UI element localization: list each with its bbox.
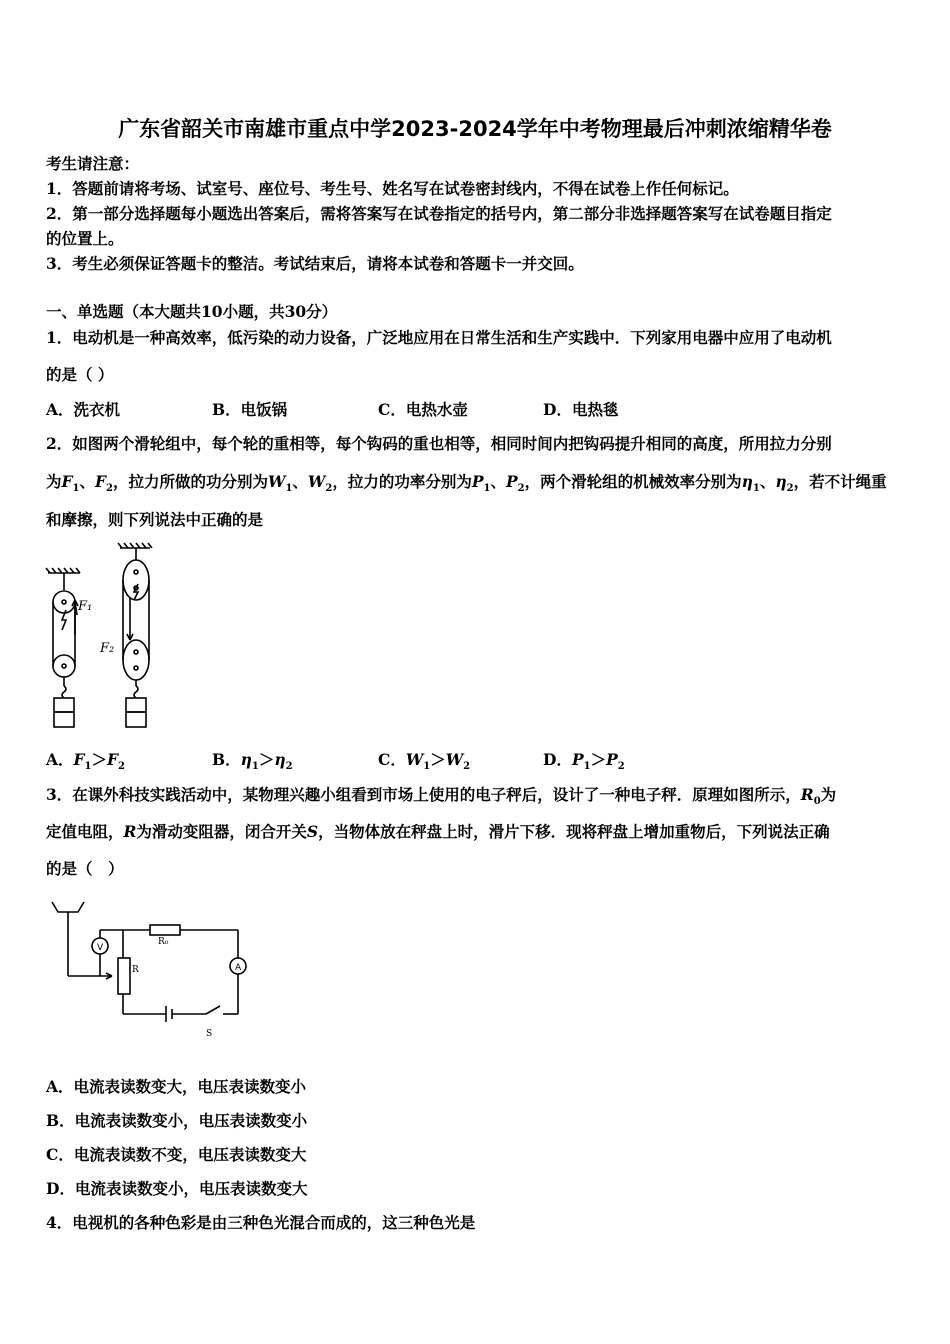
section-heading: 一、单选题（本大题共10小题，共30分） (46, 302, 338, 321)
q1-option-c: C．电热水壶 (378, 400, 468, 419)
q3-option-a: A．电流表读数变大，电压表读数变小 (46, 1077, 307, 1096)
q2-option-c: C．$W_1>W_2$ (378, 750, 471, 773)
circuit-figure (48, 892, 258, 1042)
notice-item-2-cont: 的位置上。 (46, 229, 124, 248)
q3-option-b: B．电流表读数变小，电压表读数变小 (46, 1111, 308, 1130)
q2-stem-line1: 2．如图两个滑轮组中，每个轮的重相等，每个钩码的重也相等，相同时间内把钩码提升相同的高度，所用拉力分别 (46, 434, 832, 453)
notice-heading: 考生请注意： (46, 154, 140, 173)
q1-option-b: B．电饭锅 (212, 400, 288, 419)
notice-item-3: 3．考生必须保证答题卡的整洁。考试结束后，请将本试卷和答题卡一并交回。 (46, 254, 584, 273)
q3-stem-line2: 定值电阻，R为滑动变阻器，闭合开关S，当物体放在秤盘上时，滑片下移．现将秤盘上增加重物后，下列说法正确 (46, 822, 830, 841)
q2-option-b: B．$\eta_1>\eta_2$ (212, 750, 293, 773)
q3-stem-line1: 3．在课外科技实践活动中，某物理兴趣小组看到市场上使用的电子秤后，设计了一种电子秤．原理如图所示，$R_0$为 (46, 785, 837, 808)
r-label: R (132, 965, 139, 975)
notice-item-1: 1．答题前请将考场、试室号、座位号、考生号、姓名写在试卷密封线内，不得在试卷上作任何标记。 (46, 179, 739, 198)
voltmeter-label: V (97, 943, 104, 953)
r0-label: R₀ (158, 937, 169, 947)
pulley-figure (40, 540, 170, 735)
q1-stem-line2: 的是（ ） (46, 365, 114, 384)
q2-option-d: D．$P_1>P_2$ (543, 750, 625, 773)
page-title: 广东省韶关市南雄市重点中学2023-2024学年中考物理最后冲刺浓缩精华卷 (118, 117, 832, 141)
s-label: S (206, 1029, 213, 1039)
ammeter-label: A (235, 963, 242, 973)
q1-option-d: D．电热毯 (543, 400, 619, 419)
q2-option-a: A．$F_1>F_2$ (46, 750, 126, 773)
label-f1: F₁ (78, 599, 93, 614)
q3-option-d: D．电流表读数变小，电压表读数变大 (46, 1179, 308, 1198)
notice-item-2: 2．第一部分选择题每小题选出答案后，需将答案写在试卷指定的括号内，第二部分非选择题答案写在试卷题目指定 (46, 204, 832, 223)
q4-stem-line1: 4．电视机的各种色彩是由三种色光混合而成的，这三种色光是 (46, 1213, 476, 1232)
q1-option-a: A．洗衣机 (46, 400, 121, 419)
q1-stem-line1: 1．电动机是一种高效率，低污染的动力设备，广泛地应用在日常生活和生产实践中．下列家用电器中应用了电动机 (46, 328, 832, 347)
q3-option-c: C．电流表读数不变，电压表读数变大 (46, 1145, 307, 1164)
label-f2: F₂ (100, 641, 115, 656)
q2-stem-line2: 为$F_1$、$F_2$，拉力所做的功分别为$W_1$、$W_2$，拉力的功率分别为$P_1$、$P_2$，两个滑轮组的机械效率分别为$\eta_1$、$\eta_2$，若不计绳重 (46, 472, 887, 495)
q3-stem-line3: 的是（ ） (46, 859, 124, 878)
q2-stem-line3: 和摩擦，则下列说法中正确的是 (46, 510, 264, 529)
